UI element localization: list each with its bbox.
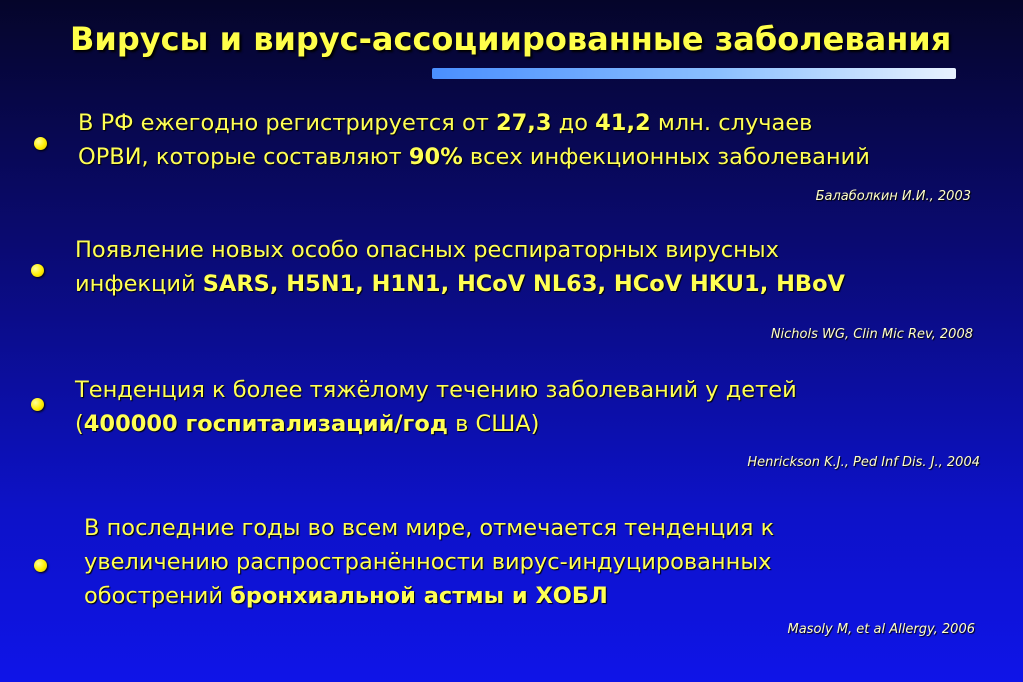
title-underline-bar [432, 68, 956, 79]
bullet-3-line-1: Тенденция к более тяжёлому течению заболеваний у детей [75, 377, 797, 403]
bullet-dot-icon [31, 398, 44, 411]
citation-1: Балаболкин И.И., 2003 [815, 189, 971, 204]
bullet-1-line-1: В РФ ежегодно регистрируется от 27,3 до 41,2 млн. случаев [78, 110, 813, 136]
bullet-dot-icon [34, 559, 47, 572]
citation-3: Henrickson K.J., Ped Inf Dis. J., 2004 [747, 455, 980, 470]
bullet-4-line-3: обострений бронхиальной астмы и ХОБЛ [84, 583, 608, 609]
citation-2: Nichols WG, Clin Mic Rev, 2008 [770, 327, 973, 342]
slide-title: Вирусы и вирус-ассоциированные заболевания [70, 20, 952, 58]
bullet-4-line-1: В последние годы во всем мире, отмечается тенденция к [84, 515, 775, 541]
bullet-1-text [78, 106, 870, 174]
bullet-4-line-2: увеличению распространённости вирус-индуцированных [84, 549, 772, 575]
bullet-3-text [75, 373, 797, 441]
bullet-2-line-1: Появление новых особо опасных респираторных вирусных [75, 237, 779, 263]
bullet-3-line-2: (400000 госпитализаций/год в США) [75, 411, 540, 437]
citation-4: Masoly M, et al Allergy, 2006 [787, 622, 975, 637]
bullet-1-line-2: ОРВИ, которые составляют 90% всех инфекционных заболеваний [78, 144, 870, 170]
bullet-dot-icon [31, 264, 44, 277]
bullet-2-text [75, 233, 845, 301]
bullet-4-text [84, 511, 774, 613]
bullet-2-line-2: инфекций SARS, H5N1, H1N1, HCoV NL63, HCoV HKU1, HBoV [75, 271, 845, 297]
bullet-dot-icon [34, 137, 47, 150]
